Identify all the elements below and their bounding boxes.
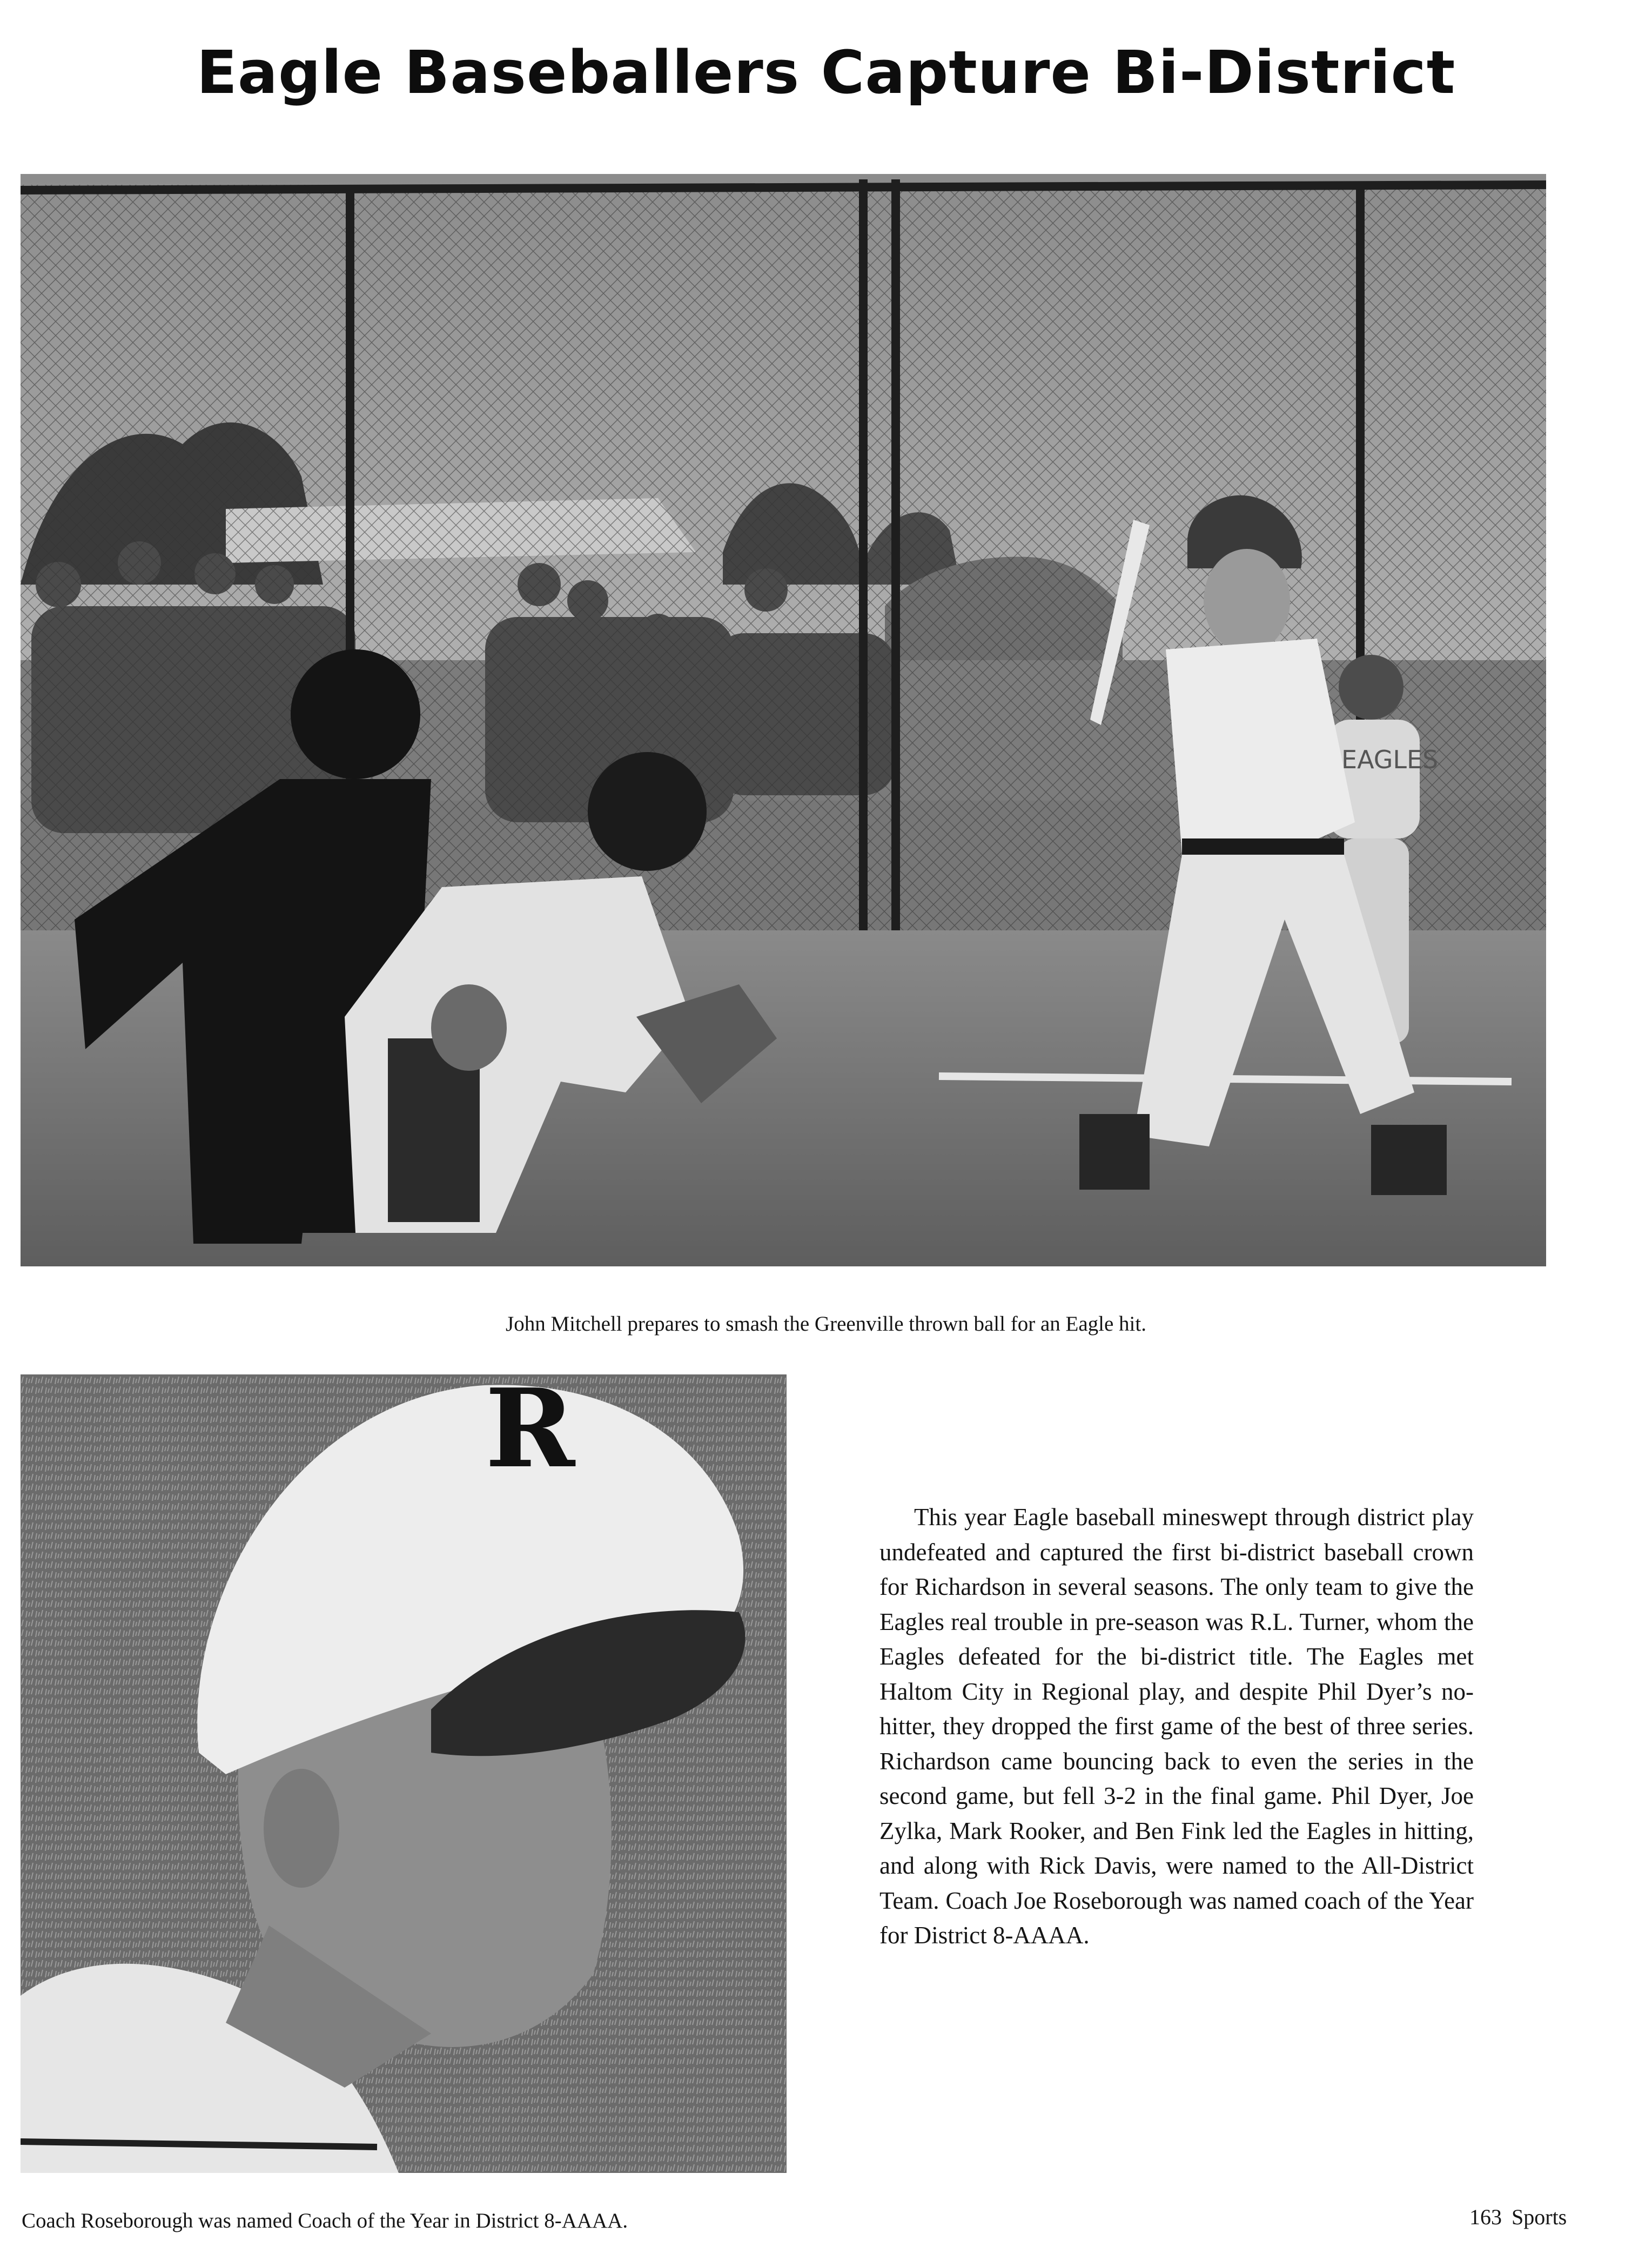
cap-letter: R — [485, 1374, 575, 1492]
coach-photo — [21, 1374, 787, 2173]
section-label: Sports — [1512, 2205, 1567, 2229]
batter-photo-illustration — [21, 174, 1546, 1266]
coach-photo-caption: Coach Roseborough was named Coach of the Year in District 8-AAAA. — [22, 2209, 628, 2232]
batter-photo — [21, 174, 1546, 1266]
page-number: 163 — [1469, 2205, 1502, 2229]
page-folio — [1469, 2204, 1576, 2230]
coach-photo-illustration — [21, 1374, 787, 2173]
batter-photo-caption: John Mitchell prepares to smash the Greenville thrown ball for an Eagle hit. — [506, 1312, 1146, 1336]
jersey-lettering: EAGLES — [1341, 745, 1439, 774]
page-title: Eagle Baseballers Capture Bi-District — [196, 38, 1456, 107]
article-body: This year Eagle baseball mineswept through district play undefeated and captured the first bi-district baseball crown for Richardson in several seasons. The only team to give the Eagles real trouble in pre-season was R.L. Turner, whom the Eagles defeated for the bi-district title. The Eagles met Haltom City in Regional play, and despite Phil Dyer’s no-hitter, they dropped the first game of the best of three series. Richardson came bouncing back to even the series in the second game, but fell 3-2 in the final game. Phil Dyer, Joe Zylka, Mark Rooker, and Ben Fink led the Eagles in hitting, and along with Rick Davis, were named to the All-District Team. Coach Joe Roseborough was named coach of the Year for District 8-AAAA. — [879, 1504, 1474, 1949]
